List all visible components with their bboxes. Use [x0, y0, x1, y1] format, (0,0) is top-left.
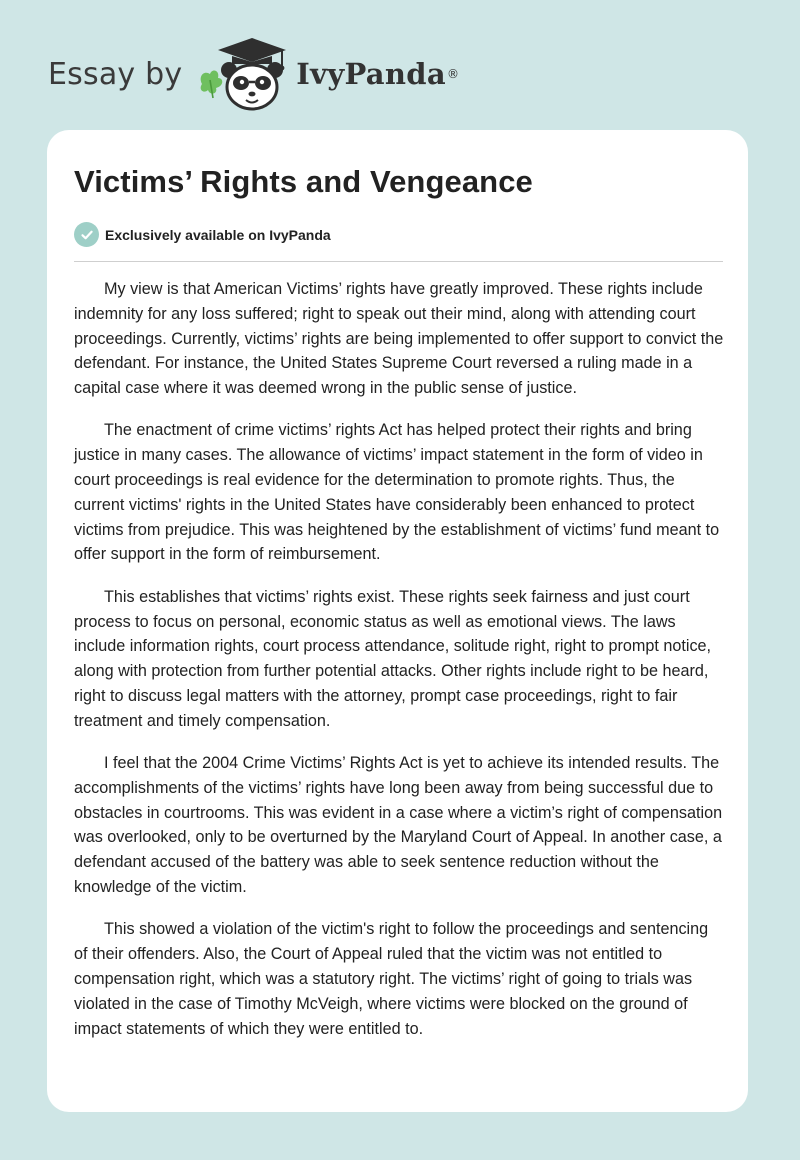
brand-name: IvyPanda — [296, 57, 446, 91]
essay-by-label: Essay by — [48, 56, 183, 92]
registered-mark: ® — [446, 67, 459, 81]
essay-body — [74, 277, 726, 1059]
panda-logo-icon — [196, 34, 292, 114]
check-icon — [74, 222, 99, 247]
essay-card — [47, 130, 748, 1112]
paragraph: I feel that the 2004 Crime Victims’ Rights Act is yet to achieve its intended results. The accomplishments of the victims’ rights have long been away from being successful due to obstacles in courtrooms. This was evident in a case where a victim’s right of compensation was overlooked, only to be overturned by the Maryland Court of Appeal. In another case, a defendant accused of the battery was able to seek sentence reduction without the knowledge of the victim. — [74, 754, 723, 897]
divider — [74, 261, 723, 262]
exclusive-badge — [74, 222, 331, 247]
ivy-leaf-icon — [201, 71, 223, 98]
paragraph: This showed a violation of the victim's right to follow the proceedings and sentencing of their offenders. Also, the Court of Appeal ruled that the victim was not entitled to compensation right, which was a statutory right. The victims’ right of going to trials was violated in the case of Timothy McVeigh, where victims were blocked on the ground of impact statements of which they were entitled to. — [74, 920, 709, 1038]
exclusive-badge-label: Exclusively available on IvyPanda — [105, 226, 331, 243]
paragraph: This establishes that victims’ rights exist. These rights seek fairness and just court process to focus on personal, economic status as well as emotional views. The laws include information rights, court process attendance, solitude right, right to prompt notice, along with protection from further potential attacks. Other rights include right to be heard, right to discuss legal matters with the attorney, prompt case proceedings, right to fair treatment and timely compensation. — [74, 587, 712, 730]
site-header — [48, 34, 459, 114]
paragraph: My view is that American Victims’ rights have greatly improved. These rights include indemnity for any loss suffered; right to speak out their mind, along with attending court proceedings. Currently, victims’ rights are being implemented to offer support to convict the defendant. For instance, the United States Supreme Court reversed a ruling made in a capital case where it was deemed wrong in the public sense of justice. — [74, 280, 724, 398]
page-title: Victims’ Rights and Vengeance — [74, 164, 533, 199]
paragraph: The enactment of crime victims’ rights Act has helped protect their rights and bring justice in many cases. The allowance of victims’ impact statement in the form of video in court proceedings is real evidence for the determination to promote rights. Thus, the current victims' rights in the United States have considerably been enhanced to protect victims from prejudice. This was heightened by the establishment of victims’ fund meant to offer support in the form of reimbursement. — [74, 421, 720, 564]
